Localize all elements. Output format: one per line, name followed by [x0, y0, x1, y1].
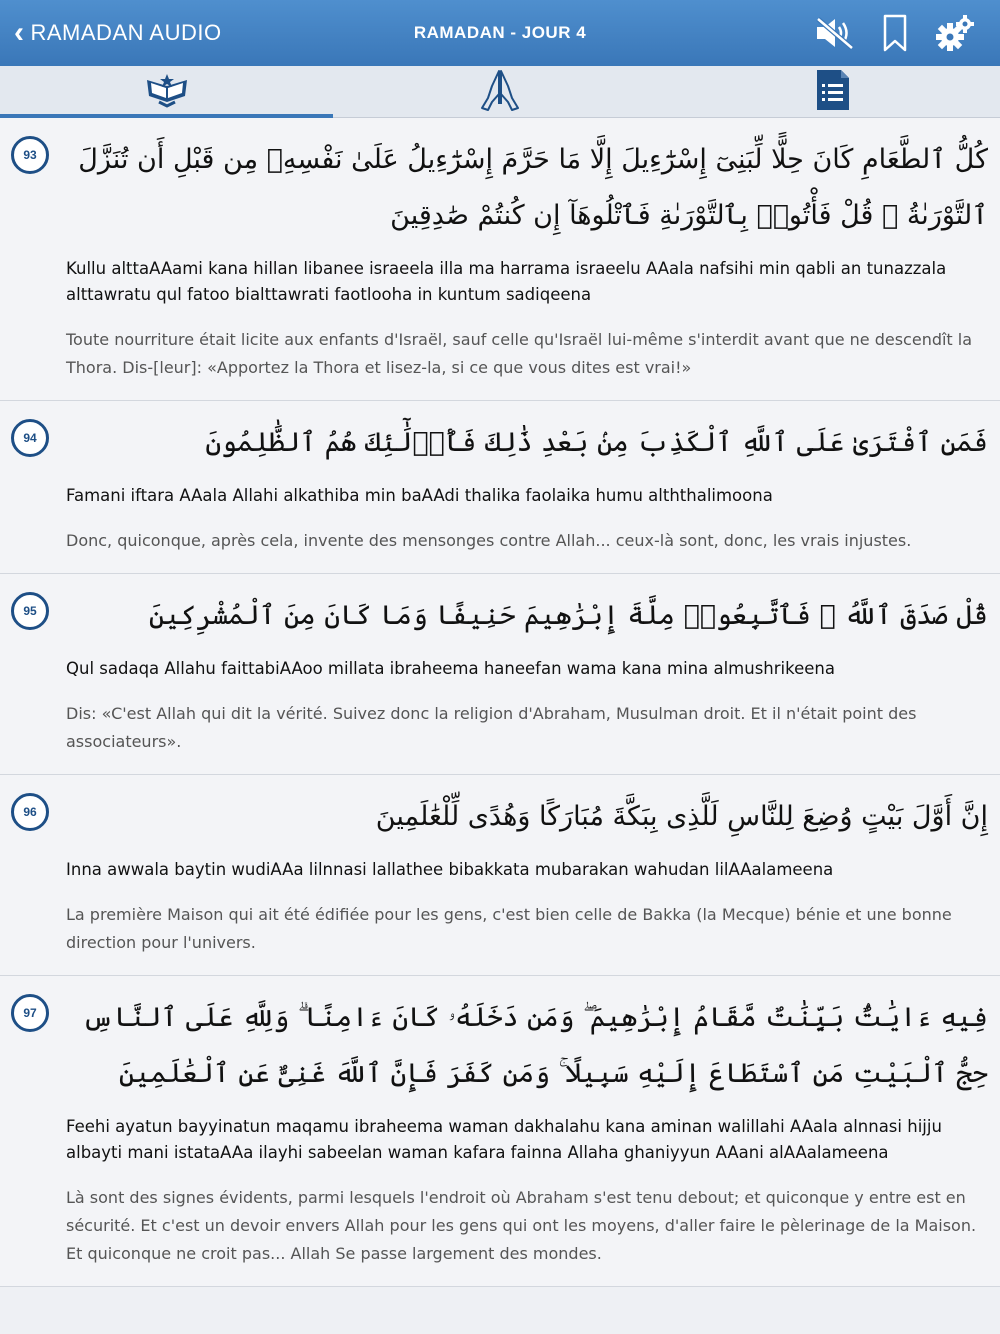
translation-text: Dis: «C'est Allah qui dit la vérité. Suivez donc la religion d'Abraham, Musulman droit. Et il n'était point des associateurs». [66, 704, 917, 751]
transliteration-text: Inna awwala baytin wudiAAa lilnnasi lallathee bibakkata mubarakan wahudan lilAAalameena [66, 860, 834, 879]
chevron-left-icon: ‹ [14, 16, 25, 49]
praying-hands-icon [480, 68, 520, 116]
tab-prayer[interactable] [333, 66, 666, 117]
settings-gear-icon[interactable] [934, 13, 976, 53]
document-list-icon [815, 68, 851, 116]
transliteration-text: Qul sadaqa Allahu faittabiAAoo millata ibraheema haneefan wama kana mina almushrikeena [66, 659, 835, 678]
page-title: RAMADAN - JOUR 4 [413, 23, 587, 42]
quran-book-icon [145, 72, 189, 112]
tab-quran[interactable] [0, 66, 333, 117]
verse-number-badge: 97 [11, 994, 49, 1032]
translation-text: La première Maison qui ait été édifiée pour les gens, c'est bien celle de Bakka (la Mecque) bénie et une bonne direction pour l'univers. [66, 905, 952, 952]
transliteration-text: Famani iftara AAala Allahi alkathiba min baAAdi thalika faolaika humu alththalimoona [66, 486, 773, 505]
arabic-text: فَمَنِ ٱفْتَرَىٰ عَلَى ٱللَّهِ ٱلْكَذِبَ مِنۢ بَعْدِ ذَٰلِكَ فَأُو۟لَٰٓئِكَ هُمُ ٱلظَّٰلِمُونَ [205, 427, 988, 458]
translation-text: Là sont des signes évidents, parmi lesquels l'endroit où Abraham s'est tenu debout; et quiconque y entre est en sécurité. Et c'est un devoir envers Allah pour les gens qui ont les moyens, d'aller faire le pèlerinage de la Maison. Et quiconque ne croit pas... Allah Se passe largement des mondes. [66, 1188, 977, 1263]
tab-bar [0, 66, 1000, 118]
tab-notes[interactable] [667, 66, 1000, 117]
arabic-text: كُلُّ ٱلطَّعَامِ كَانَ حِلًّا لِّبَنِىٓ إِسْرَٰٓءِيلَ إِلَّا مَا حَرَّمَ إِسْرَٰٓءِيلُ عَلَىٰ نَفْسِهِۦ مِن قَبْلِ أَن تُنَزَّلَ ٱلتَّوْرَىٰةُ ۗ قُلْ فَأْتُوا۟ بِٱلتَّوْرَىٰةِ فَٱتْلُوهَآ إِن كُنتُمْ صَٰدِقِينَ [78, 144, 988, 231]
arabic-text: إِنَّ أَوَّلَ بَيْتٍ وُضِعَ لِلنَّاسِ لَلَّذِى بِبَكَّةَ مُبَارَكًا وَهُدًى لِّلْعَٰلَمِينَ [375, 801, 988, 832]
navigation-bar [0, 0, 1000, 66]
verse-item[interactable] [0, 574, 1000, 775]
back-button-label: RAMADAN AUDIO [30, 20, 222, 45]
translation-text: Toute nourriture était licite aux enfants d'Israël, sauf celle qu'Israël lui-même s'interdit avant que ne descendît la Thora. Dis-[leur]: «Apportez la Thora et lisez-la, si ce que vous dites est vrai!» [66, 330, 973, 377]
verse-number-badge: 93 [11, 136, 49, 174]
verse-item[interactable] [0, 775, 1000, 976]
verse-number-badge: 96 [11, 793, 49, 831]
verse-item[interactable] [0, 976, 1000, 1287]
verse-number-badge: 94 [11, 419, 49, 457]
transliteration-text: Feehi ayatun bayyinatun maqamu ibraheema waman dakhalahu kana aminan walillahi AAala alnnasi hijju albayti mani istataAAa ilayhi sabeelan waman kafara fainna Allaha ghaniyyun AAani alAAalameena [66, 1117, 942, 1162]
nav-actions [814, 0, 976, 66]
verse-item[interactable] [0, 118, 1000, 401]
mute-speaker-icon[interactable] [814, 16, 856, 50]
verse-item[interactable] [0, 401, 1000, 574]
verse-number-badge: 95 [11, 592, 49, 630]
translation-text: Donc, quiconque, après cela, invente des mensonges contre Allah... ceux-là sont, donc, les vrais injustes. [66, 531, 912, 550]
arabic-text: قُلْ صَدَقَ ٱللَّهُ ۗ فَٱتَّبِعُوا۟ مِلَّةَ إِبْرَٰهِيمَ حَنِيفًا وَمَا كَانَ مِنَ ٱلْمُشْرِكِينَ [148, 600, 988, 631]
arabic-text: فِيهِ ءَايَٰتٌۢ بَيِّنَٰتٌ مَّقَامُ إِبْرَٰهِيمَ ۖ وَمَن دَخَلَهُۥ كَانَ ءَامِنًا ۗ وَلِلَّهِ عَلَى ٱلنَّاسِ حِجُّ ٱلْبَيْتِ مَنِ ٱسْتَطَاعَ إِلَيْهِ سَبِيلًا ۚ وَمَن كَفَرَ فَإِنَّ ٱللَّهَ غَنِىٌّ عَنِ ٱلْعَٰلَمِينَ [82, 1002, 988, 1089]
bookmark-icon[interactable] [882, 14, 908, 52]
back-button[interactable] [14, 0, 222, 66]
transliteration-text: Kullu alttaAAami kana hillan libanee israeela illa ma harrama israeelu AAala nafsihi min qabli an tunazzala alttawratu qul fatoo bialttawrati faotlooha in kuntum sadiqeena [66, 259, 947, 304]
verse-list[interactable] [0, 118, 1000, 1334]
